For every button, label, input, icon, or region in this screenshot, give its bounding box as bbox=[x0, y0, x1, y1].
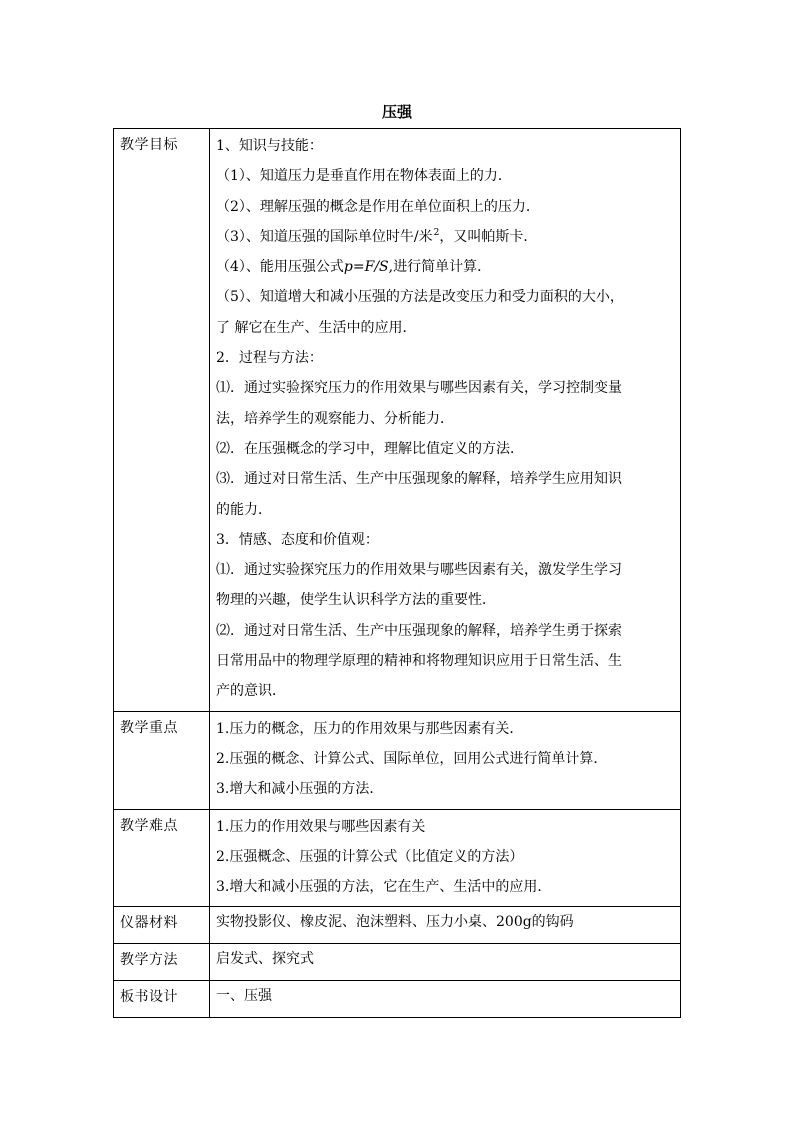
formula-text-after: ,进行简单计算． bbox=[388, 259, 492, 276]
row-content bbox=[210, 907, 681, 944]
content-line-text: （4）、能用压强公式 bbox=[216, 259, 344, 276]
content-line: 2.压强的概念、计算公式、国际单位，回用公式进行简单计算． bbox=[216, 750, 608, 767]
table-row bbox=[114, 907, 681, 944]
formula-line bbox=[216, 252, 674, 282]
table-row bbox=[114, 981, 681, 1018]
content-line: ⑵．在压强概念的学习中，理解比值定义的方法． bbox=[216, 440, 524, 457]
content-line: 日常用品中的物理学原理的精神和将物理知识应用于日常生活、生 bbox=[216, 653, 622, 670]
content-line: ⑶．通过对日常生活、生产中压强现象的解释，培养学生应用知识 bbox=[216, 471, 622, 488]
content-line: 2.压强概念、压强的计算公式（比值定义的方法） bbox=[216, 848, 524, 865]
content-line: 了 解它在生产、生活中的应用． bbox=[216, 319, 417, 336]
content-line: 物理的兴趣，使学生认识科学方法的重要性． bbox=[216, 592, 496, 609]
content-line: 1.压力的作用效果与哪些因素有关 bbox=[216, 818, 426, 835]
row-label: 仪器材料 bbox=[114, 907, 210, 944]
content-line: 3.增大和减小压强的方法． bbox=[216, 781, 384, 798]
content-line: 1、知识与技能： bbox=[216, 138, 323, 154]
content-line: 2．过程与方法： bbox=[216, 350, 323, 367]
unit-exponent: 2 bbox=[433, 227, 440, 238]
row-label: 教学难点 bbox=[114, 809, 210, 907]
row-content bbox=[210, 809, 681, 907]
lesson-plan-table bbox=[113, 128, 681, 1018]
row-label: 板书设计 bbox=[114, 981, 210, 1018]
page-title: 压强 bbox=[381, 103, 412, 121]
pressure-formula: p=F/S bbox=[343, 259, 389, 276]
row-content bbox=[210, 944, 681, 981]
content-line: （1）、知道压力是垂直作用在物体表面上的力． bbox=[216, 168, 512, 185]
row-content bbox=[210, 129, 681, 712]
table-row bbox=[114, 129, 681, 712]
content-line: 法，培养学生的观察能力、分析能力． bbox=[216, 410, 454, 427]
row-label: 教学重点 bbox=[114, 711, 210, 809]
row-label: 教学目标 bbox=[114, 129, 210, 712]
unit-text: （3）、知道压强的国际单位时牛/米 bbox=[216, 228, 433, 245]
table-row bbox=[114, 944, 681, 981]
row-content bbox=[210, 981, 681, 1018]
content-line: 3.增大和减小压强的方法，它在生产、生活中的应用． bbox=[216, 879, 552, 896]
table-row bbox=[114, 711, 681, 809]
content-line: （2）、理解压强的概念是作用在单位面积上的压力． bbox=[216, 198, 540, 215]
content-line: ⑵．通过对日常生活、生产中压强现象的解释，培养学生勇于探索 bbox=[216, 622, 622, 639]
table-row bbox=[114, 809, 681, 907]
content-line: （5）、知道增大和减小压强的方法是改变压力和受力面积的大小， bbox=[216, 289, 624, 306]
content-line: ⑴．通过实验探究压力的作用效果与哪些因素有关，激发学生学习 bbox=[216, 562, 622, 579]
content-line: 实物投影仪、橡皮泥、泡沫塑料、压力小桌、200g的钩码 bbox=[216, 914, 574, 931]
content-line: 1.压力的概念，压力的作用效果与那些因素有关． bbox=[216, 720, 524, 737]
row-label: 教学方法 bbox=[114, 944, 210, 981]
content-line: 产的意识． bbox=[216, 683, 286, 700]
content-line: 一、压强 bbox=[216, 988, 272, 1005]
content-line: 启发式、探究式 bbox=[216, 951, 314, 968]
content-line: 3．情感、态度和价值观： bbox=[216, 531, 379, 548]
content-line: 的能力． bbox=[216, 501, 272, 518]
content-line: ⑴．通过实验探究压力的作用效果与哪些因素有关，学习控制变量 bbox=[216, 380, 622, 397]
unit-line bbox=[216, 222, 674, 252]
row-content bbox=[210, 711, 681, 809]
unit-text-after: ，又叫帕斯卡． bbox=[439, 228, 538, 245]
